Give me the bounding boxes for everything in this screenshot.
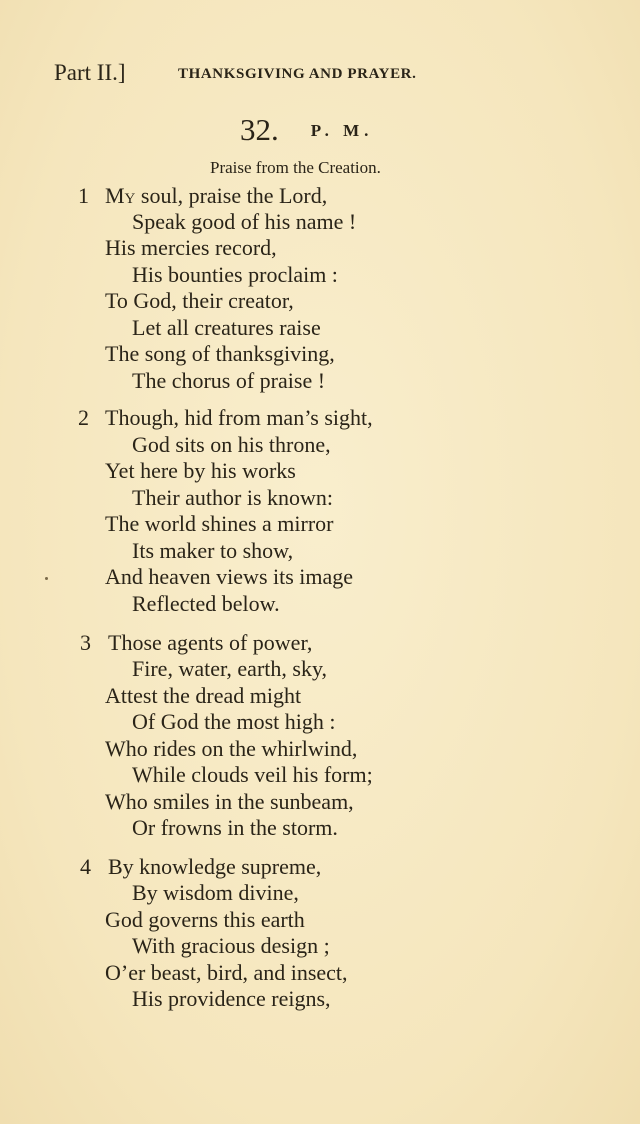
hymn-meter: P. M.: [310, 121, 374, 140]
verse-line: God governs this earth: [105, 907, 305, 932]
verse-line: And heaven views its image: [105, 564, 354, 589]
hymn-heading: [240, 112, 373, 148]
verse-line: The chorus of praise !: [132, 368, 326, 393]
verse-line: Its maker to show,: [132, 538, 294, 563]
verse-line: Let all creatures raise: [132, 315, 321, 340]
verse-line: The world shines a mirror: [105, 511, 334, 536]
drop-word: My: [105, 183, 136, 208]
verse-line: Who rides on the whirlwind,: [105, 736, 358, 761]
verse-line-text: soul, praise the Lord,: [135, 183, 328, 208]
verse-line: By wisdom divine,: [132, 880, 299, 905]
part-label: Part II.]: [54, 60, 126, 85]
hymn-number: 32.: [240, 112, 279, 147]
verse-line: [105, 183, 327, 209]
stanza-number: 3: [80, 630, 91, 655]
verse-line: Reflected below.: [132, 591, 280, 616]
verse-line: Yet here by his works: [105, 458, 296, 483]
verse-line: Of God the most high :: [132, 709, 336, 734]
verse-line: To God, their creator,: [105, 288, 294, 313]
stanza-number: 2: [78, 405, 89, 430]
verse-line: Attest the dread might: [105, 683, 302, 708]
verse-line: God sits on his throne,: [132, 432, 331, 457]
verse-line: Those agents of power,: [108, 630, 313, 655]
running-head: [54, 60, 484, 92]
verse-line: O’er beast, bird, and insect,: [105, 960, 348, 985]
verse-line: Fire, water, earth, sky,: [132, 656, 328, 681]
verse-line: By knowledge supreme,: [108, 854, 322, 879]
verse-line: Though, hid from man’s sight,: [105, 405, 373, 430]
stanza-number: 1: [78, 183, 89, 208]
verse-line: While clouds veil his form;: [132, 762, 373, 787]
verse-line: With gracious design ;: [132, 933, 330, 958]
stanza-number: 4: [80, 854, 91, 879]
verse-line: Or frowns in the storm.: [132, 815, 338, 840]
verse-line: Speak good of his name !: [132, 209, 357, 234]
verse-line: His providence reigns,: [132, 986, 331, 1011]
verse-line: His mercies record,: [105, 235, 277, 260]
paper-speck: [45, 577, 48, 580]
verse-line: His bounties proclaim :: [132, 262, 338, 287]
verse-line: The song of thanksgiving,: [105, 341, 335, 366]
section-title: THANKSGIVING AND PRAYER.: [178, 66, 417, 82]
verse-line: Their author is known:: [132, 485, 334, 510]
verse-line: Who smiles in the sunbeam,: [105, 789, 354, 814]
hymn-subtitle: Praise from the Creation.: [210, 158, 381, 177]
